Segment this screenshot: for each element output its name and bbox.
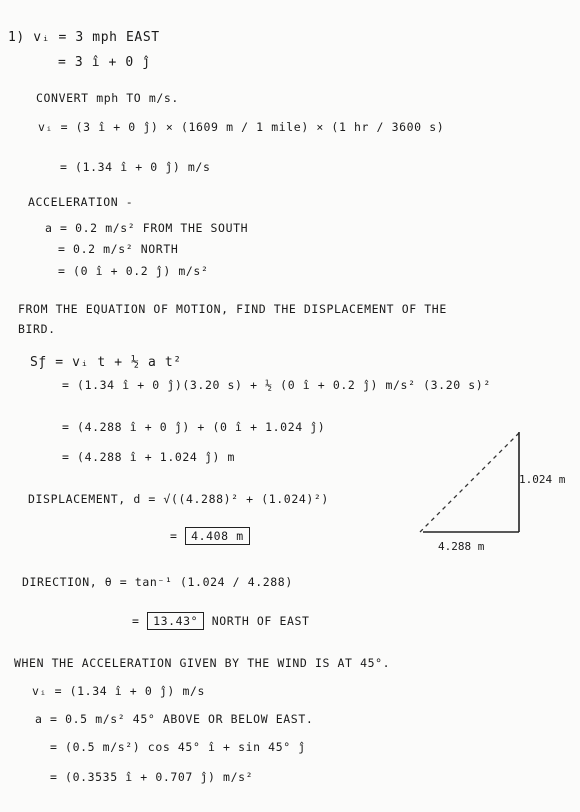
- acceleration-45-given: a = 0.5 m/s² 45° ABOVE OR BELOW EAST.: [35, 712, 314, 726]
- triangle-horizontal-label: 4.288 m: [438, 540, 485, 553]
- velocity-vector: = 3 î + 0 ĵ: [58, 55, 151, 70]
- convert-heading: CONVERT mph TO m/s.: [36, 91, 179, 105]
- acceleration-45-vector: = (0.3535 î + 0.707 ĵ) m/s²: [50, 770, 254, 784]
- equation-of-motion-text-cont: BIRD.: [18, 322, 56, 336]
- direction-result-line: = 13.43° NORTH OF EAST: [132, 614, 310, 628]
- acceleration-vector: = (0 î + 0.2 ĵ) m/s²: [58, 264, 209, 278]
- direction-result-box: 13.43°: [147, 612, 204, 630]
- displacement-magnitude-equation: DISPLACEMENT, d = √((4.288)² + (1.024)²): [28, 492, 329, 506]
- direction-equation: DIRECTION, θ = tan⁻¹ (1.024 / 4.288): [22, 575, 293, 589]
- acceleration-given: a = 0.2 m/s² FROM THE SOUTH: [45, 221, 249, 235]
- acceleration-north: = 0.2 m/s² NORTH: [58, 242, 179, 256]
- initial-velocity-restated: vᵢ = (1.34 î + 0 ĵ) m/s: [32, 684, 206, 698]
- wind-45-heading: WHEN THE ACCELERATION GIVEN BY THE WIND IS AT 45°.: [14, 656, 391, 670]
- given-velocity: 1) vᵢ = 3 mph EAST: [8, 30, 160, 45]
- displacement-substitution: = (1.34 î + 0 ĵ)(3.20 s) + ½ (0 î + 0.2 ĵ) m/s² (3.20 s)²: [62, 378, 491, 392]
- converted-velocity: = (1.34 î + 0 ĵ) m/s: [60, 160, 211, 174]
- acceleration-heading: ACCELERATION -: [28, 195, 134, 209]
- triangle-vertical-label: 1.024 m: [519, 473, 566, 486]
- displacement-vector: = (4.288 î + 1.024 ĵ) m: [62, 450, 236, 464]
- conversion-equation: vᵢ = (3 î + 0 ĵ) × (1609 m / 1 mile) × (1 hr / 3600 s): [38, 120, 445, 134]
- displacement-components: = (4.288 î + 0 ĵ) + (0 î + 1.024 ĵ): [62, 420, 326, 434]
- displacement-result-line: = 4.408 m: [170, 527, 250, 545]
- direction-suffix: NORTH OF EAST: [211, 614, 310, 628]
- triangle-hypotenuse: [420, 432, 520, 532]
- acceleration-45-components: = (0.5 m/s²) cos 45° î + sin 45° ĵ: [50, 740, 306, 754]
- equation-of-motion-text: FROM THE EQUATION OF MOTION, FIND THE DISPLACEMENT OF THE: [18, 302, 447, 316]
- displacement-result-box: 4.408 m: [185, 527, 250, 545]
- displacement-formula: Sƒ = vᵢ t + ½ a t²: [30, 355, 182, 370]
